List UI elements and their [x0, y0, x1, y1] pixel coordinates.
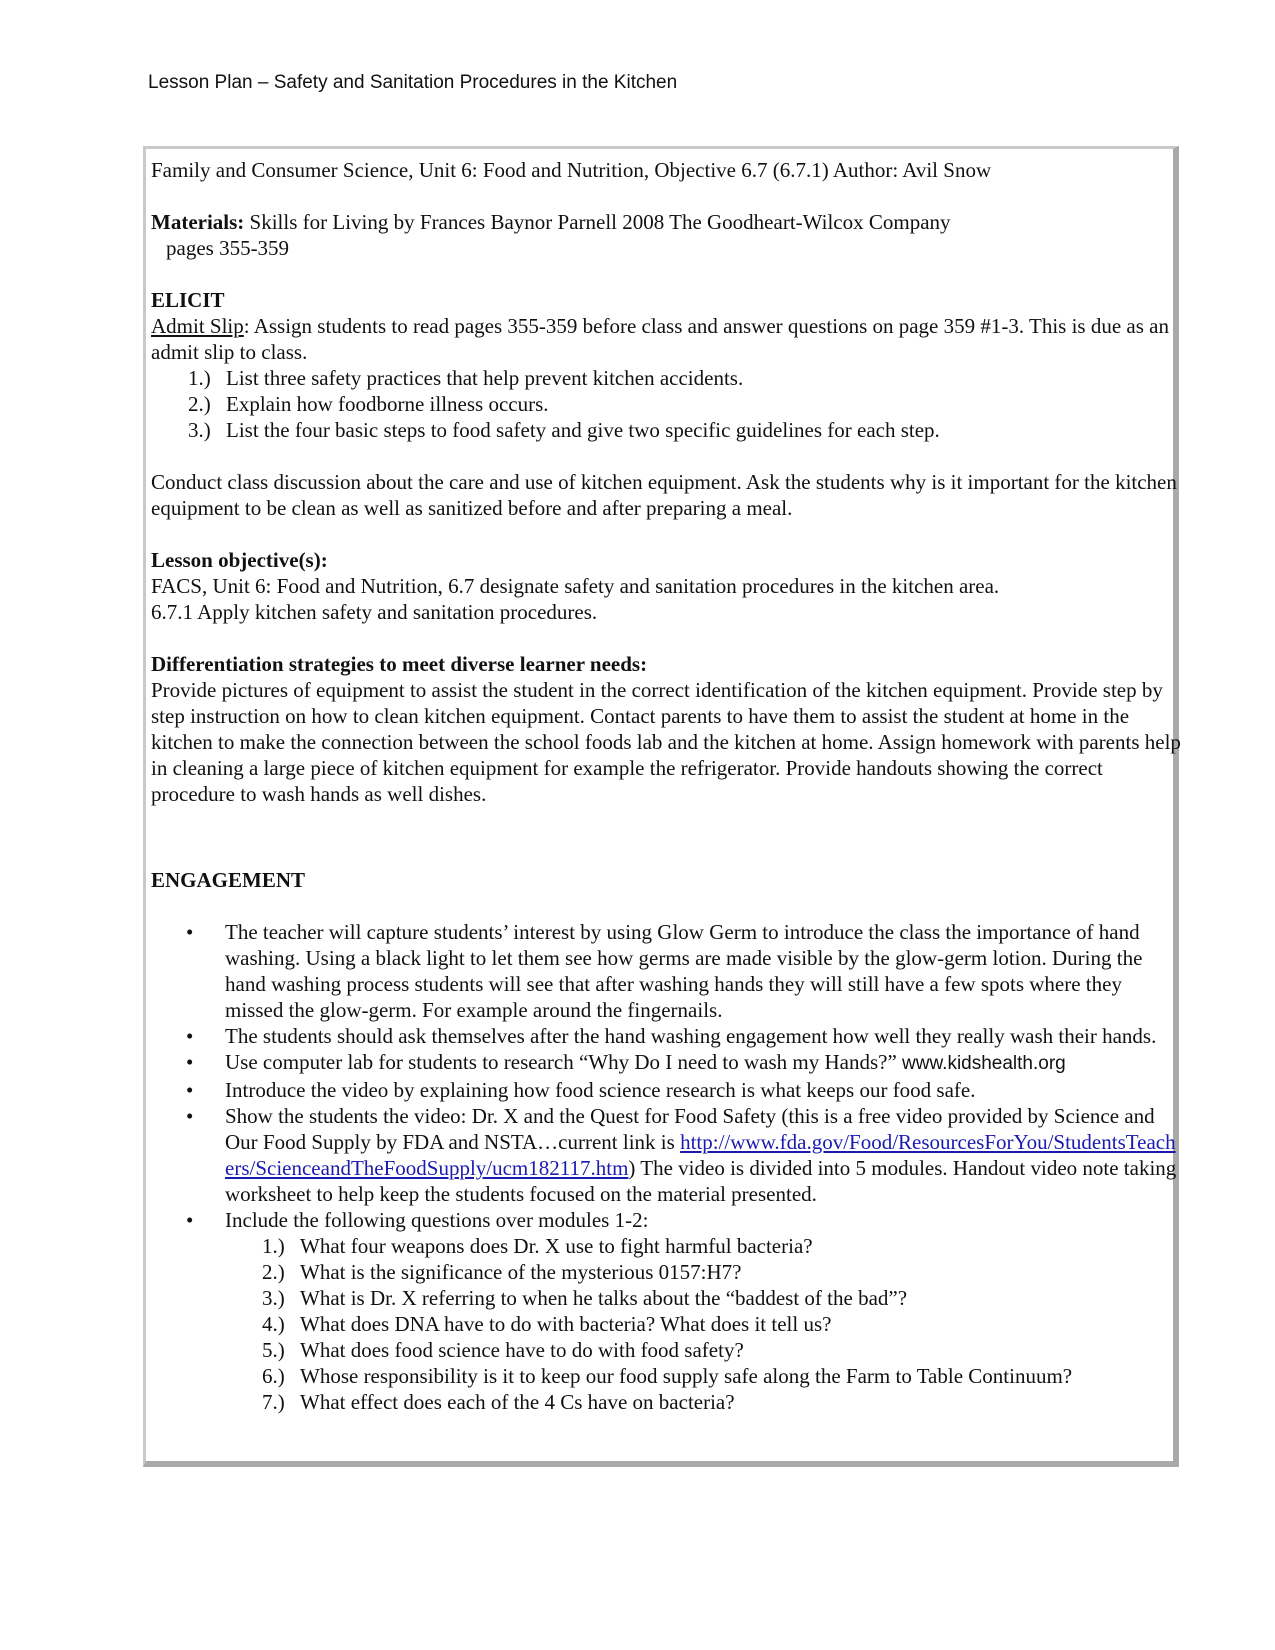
list-item: • The students should ask themselves after the hand washing engagement how well they really wash their hands. [151, 1023, 1181, 1049]
fda-video-link[interactable]: http://www.fda.gov/Food/ResourcesForYou/StudentsTeachers/ScienceandTheFoodSupply/ucm182117.htm [225, 1130, 1176, 1180]
objectives-heading: Lesson objective(s): [151, 548, 328, 572]
list-item: • Include the following questions over modules 1-2: [151, 1207, 1181, 1233]
list-item: • Show the students the video: Dr. X and the Quest for Food Safety (this is a free video provided by Science and Our Food Supply by FDA and NSTA…current link is http://www.fda.gov/Food/ResourcesForYou/StudentsTeachers/ScienceandTheFoodSupply/ucm182117.htm) The video is divided into 5 modules. Handout video note taking worksheet to help keep the students focused on the material presented. [151, 1103, 1181, 1207]
discussion-paragraph: Conduct class discussion about the care and use of kitchen equipment. Ask the students why is it important for the kitchen equipment to be clean as well as sanitized before and after preparing a meal. [151, 470, 1177, 520]
list-item: 2.) What is the significance of the mysterious 0157:H7? [262, 1260, 742, 1284]
list-item: 2.) Explain how foodborne illness occurs. [188, 392, 549, 416]
objective-line: 6.7.1 Apply kitchen safety and sanitation procedures. [151, 600, 598, 624]
list-item: 1.) List three safety practices that help prevent kitchen accidents. [188, 366, 744, 390]
intro-line: Family and Consumer Science, Unit 6: Food and Nutrition, Objective 6.7 (6.7.1) Author: Avil Snow [151, 158, 992, 182]
list-item: • Introduce the video by explaining how food science research is what keeps our food safe. [151, 1077, 1181, 1103]
engagement-heading: ENGAGEMENT [151, 868, 306, 892]
differentiation-paragraph: Provide pictures of equipment to assist the student in the correct identification of the kitchen equipment. Provide step by step instruction on how to clean kitchen equipment. Contact parents to have them to assist the student at home in the kitchen to make the connection between the school foods lab and the kitchen at home. Assign homework with parents help in cleaning a large piece of kitchen equipment for example the refrigerator. Provide handouts showing the correct procedure to wash hands as well dishes. [151, 678, 1181, 806]
list-item: 3.) What is Dr. X referring to when he talks about the “baddest of the bad”? [262, 1286, 908, 1310]
objective-line: FACS, Unit 6: Food and Nutrition, 6.7 designate safety and sanitation procedures in the kitchen area. [151, 574, 1000, 598]
admit-slip-text: : Assign students to read pages 355-359 before class and answer questions on page 359 #1-3. This is due as an admit slip to class. [151, 314, 1169, 364]
list-item: 6.) Whose responsibility is it to keep our food supply safe along the Farm to Table Continuum? [262, 1364, 1073, 1388]
list-item: 1.) What four weapons does Dr. X use to fight harmful bacteria? [262, 1234, 813, 1258]
website-text: www.kidshealth.org [902, 1053, 1066, 1074]
list-item: 3.) List the four basic steps to food safety and give two specific guidelines for each step. [188, 418, 940, 442]
list-item: 7.) What effect does each of the 4 Cs have on bacteria? [262, 1390, 735, 1414]
materials-pages: pages 355-359 [166, 236, 290, 260]
materials-line [151, 209, 1181, 235]
list-item: 5.) What does food science have to do with food safety? [262, 1338, 744, 1362]
engagement-list [151, 919, 1181, 1233]
page-header: Lesson Plan – Safety and Sanitation Procedures in the Kitchen [148, 72, 678, 93]
list-item: 4.) What does DNA have to do with bacteria? What does it tell us? [262, 1312, 832, 1336]
lesson-content [151, 157, 1181, 1415]
list-item: • Use computer lab for students to research “Why Do I need to wash my Hands?” www.kidshealth.org [151, 1049, 1181, 1077]
materials-text: Skills for Living by Frances Baynor Parnell 2008 The Goodheart-Wilcox Company [244, 210, 951, 234]
admit-slip-label: Admit Slip [151, 314, 244, 338]
admit-slip [151, 313, 1181, 365]
elicit-heading: ELICIT [151, 288, 225, 312]
differentiation-heading: Differentiation strategies to meet diverse learner needs: [151, 652, 648, 676]
list-item: • The teacher will capture students’ interest by using Glow Germ to introduce the class the importance of hand washing. Using a black light to let them see how germs are made visible by the glow-germ lotion. During the hand washing process students will see that after washing hands they will still have a few spots where they missed the glow-germ. For example around the fingernails. [151, 919, 1181, 1023]
materials-label: Materials: [151, 210, 245, 234]
